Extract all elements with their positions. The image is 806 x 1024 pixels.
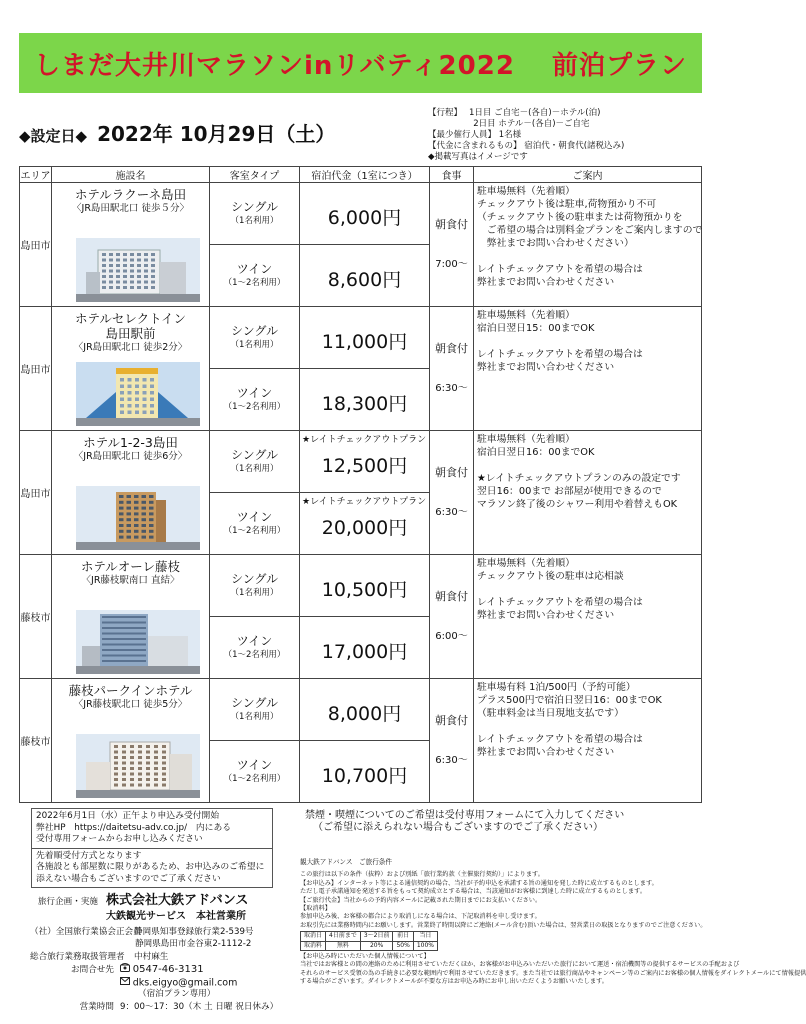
- meal-type: 朝食付: [435, 713, 468, 727]
- guide-line: 翌日16：00まで お部屋が使用できるので: [477, 486, 662, 497]
- cancel-header: 前日: [393, 932, 413, 941]
- privacy-line: する場合がございます。ダイレクトメールが不要な方はお申込み時にお申し出いただくようお願いいたします。: [300, 978, 608, 986]
- privacy-line: それらのサービス受領の為の手続きに必要な範囲内で利用させていただきます。また当社では旅行商品やキャンペーン等のご案内にお客様の個人情報をダイレクトメールにて情報提供: [300, 969, 806, 977]
- table-row: [20, 307, 702, 369]
- room-type-cell: [210, 307, 300, 369]
- price-value: 8,600円: [327, 269, 402, 291]
- cancel-fee-table: [300, 931, 438, 951]
- meal-cell: [430, 183, 474, 307]
- room-type: シングル: [230, 323, 279, 338]
- price-cell: [300, 555, 430, 617]
- room-type-cell: [210, 741, 300, 803]
- table-header: [20, 167, 702, 183]
- meal-type: 朝食付: [435, 341, 468, 355]
- guide-line: 駐車場無料（先着順）: [477, 310, 575, 321]
- hotel-name: ホテルセレクトイン 島田駅前: [74, 311, 186, 341]
- room-type: シングル: [230, 199, 279, 214]
- price-value: 18,300円: [321, 393, 408, 415]
- org-planning: [30, 895, 248, 908]
- table-row: [20, 431, 702, 493]
- cancel-header: 当日: [413, 932, 437, 941]
- info-line: ◆掲載写真はイメージです: [428, 152, 528, 162]
- travel-conditions: [300, 858, 806, 987]
- reception-line: 先着順受付方式となります: [36, 850, 142, 861]
- condition-line: お取引先には業務時間内にお願いします。営業終了時間以降にご連絡(メール含む)頂いた場合は、翌営業日の取扱となりますのでご注意ください。: [300, 921, 707, 929]
- address: 静岡県島田市金谷東2-1112-2: [135, 939, 252, 949]
- price-value: 17,000円: [321, 641, 408, 663]
- price-cell: [300, 183, 430, 245]
- meal-type: 朝食付: [435, 217, 468, 231]
- email-note: （宿泊プラン専用）: [138, 989, 216, 999]
- assoc-label: （社）全国旅行業協会正会員: [30, 927, 142, 937]
- meal-time: 6:30～: [435, 382, 468, 394]
- room-type-cell: [210, 493, 300, 555]
- guide-line: レイトチェックアウトを希望の場合は: [477, 264, 643, 275]
- table-row: [20, 183, 702, 245]
- guide-line: [477, 720, 698, 733]
- guide-line: レイトチェックアウトを希望の場合は: [477, 597, 643, 608]
- contact-label: お問合せ先: [71, 965, 114, 975]
- org-email: [120, 977, 237, 990]
- cancel-value: 取消料: [301, 941, 326, 950]
- guide-line: [477, 459, 698, 472]
- hotel-access: 〈JR島田駅北口 徒歩2分〉: [73, 342, 188, 353]
- guide-line: ご希望の場合は別料金プランをご案内しますので: [477, 225, 703, 236]
- phone-icon: [120, 963, 130, 976]
- hotel-access: 〈JR藤枝駅北口 徒歩5分〉: [73, 699, 188, 710]
- room-capacity: （1～2名利用）: [223, 277, 286, 288]
- price-value: 10,700円: [321, 765, 408, 787]
- org-contact: [30, 963, 204, 976]
- hotel-name: ホテル1-2-3島田: [83, 435, 178, 450]
- privacy-title: 【お申込み時にいただいた個人情報について】: [300, 953, 430, 961]
- guide-line: レイトチェックアウトを希望の場合は: [477, 734, 643, 745]
- reception-line: 受付専用フォームからお申し込みください: [36, 834, 203, 844]
- area-cell: 島田市: [20, 183, 52, 307]
- hotel-photo: [76, 486, 200, 550]
- guide-line: 弊社までお問い合わせください: [477, 277, 615, 288]
- header-meal: 食事: [430, 167, 474, 183]
- privacy-line: 当社ではお客様との間の連絡のために利用させていただくほか、お客様がお申込みいただいた旅行において運送・宿泊機関等の提供するサービスの手配および: [300, 961, 740, 969]
- header-room-type: 客室タイプ: [210, 167, 300, 183]
- hotel-cell: [52, 555, 210, 679]
- room-type-cell: [210, 431, 300, 493]
- header-area: エリア: [20, 167, 52, 183]
- manager-label: 総合旅行業務取扱管理者: [30, 952, 125, 962]
- room-type-cell: [210, 617, 300, 679]
- table-row: [20, 679, 702, 741]
- condition-line: 【取消料】: [300, 905, 331, 913]
- cancel-header: 3～2日前: [360, 932, 393, 941]
- header-price: 宿泊代金（1室につき）: [300, 167, 430, 183]
- meal-cell: [430, 679, 474, 803]
- guide-cell: [474, 307, 702, 431]
- price-value: 6,000円: [327, 207, 402, 229]
- room-type-cell: [210, 183, 300, 245]
- hotel-name: ホテルオーレ藤枝: [80, 559, 181, 574]
- room-capacity: （1名利用）: [230, 215, 279, 226]
- guide-cell: [474, 679, 702, 803]
- org-manager: [30, 952, 168, 963]
- guide-line: 宿泊日翌日15：00までOK: [477, 323, 595, 334]
- room-type-cell: [210, 555, 300, 617]
- guide-line: レイトチェックアウトを希望の場合は: [477, 349, 643, 360]
- room-capacity: （1～2名利用）: [223, 649, 286, 660]
- hotel-cell: [52, 307, 210, 431]
- cancel-header: 4日前まで: [326, 932, 361, 941]
- hotel-photo: [76, 238, 200, 302]
- info-line: 【行程】 1日目 ご自宅－(各自)－ホテル(泊): [428, 108, 601, 118]
- price-value: 8,000円: [327, 703, 402, 725]
- price-cell: [300, 493, 430, 555]
- planning-label: 旅行企画・実施: [37, 897, 98, 907]
- plan-label: ★レイトチェックアウトプラン: [302, 435, 427, 445]
- meal-type: 朝食付: [435, 465, 468, 479]
- price-cell: [300, 431, 430, 493]
- company-name: 株式会社大鉄アドバンス: [106, 893, 249, 908]
- room-type: シングル: [230, 447, 279, 462]
- hotel-cell: [52, 679, 210, 803]
- hotel-access: 〈JR島田駅北口 徒歩6分〉: [73, 451, 188, 462]
- guide-line: プラス500円で宿泊日翌日16：00までOK: [477, 695, 662, 706]
- price-value: 10,500円: [321, 579, 408, 601]
- price-cell: [300, 307, 430, 369]
- guide-line: チェックアウト後の駐車は応相談: [477, 571, 624, 582]
- cancel-value: 100%: [413, 941, 437, 950]
- price-cell: [300, 679, 430, 741]
- price-value: 20,000円: [321, 517, 408, 539]
- price-cell: [300, 369, 430, 431]
- cancel-value: 50%: [393, 941, 413, 950]
- guide-line: 駐車場無料（先着順）: [477, 558, 575, 569]
- hotel-photo: [76, 362, 200, 426]
- hotel-name: 藤枝パークインホテル: [68, 683, 193, 698]
- room-type: ツイン: [236, 509, 273, 524]
- info-line: 2日目 ホテル－(各自)－ご自宅: [428, 119, 590, 129]
- cancel-value: 20%: [360, 941, 393, 950]
- price-value: 12,500円: [321, 455, 408, 477]
- guide-line: （駐車料金は当日現地支払です）: [477, 708, 624, 719]
- price-cell: [300, 617, 430, 679]
- info-line: 【代金に含まれるもの】 宿泊代・朝食代(諸税込み): [428, 141, 625, 151]
- room-type: シングル: [230, 695, 279, 710]
- area-cell: 島田市: [20, 431, 52, 555]
- registration: 静岡県知事登録旅行業2-539号: [134, 927, 254, 937]
- hours-label: 営業時間: [79, 1002, 114, 1012]
- meal-time: 6:30～: [435, 754, 468, 766]
- conditions-title: 観大鉄アドバンス ご旅行条件: [300, 858, 392, 866]
- hotel-name: ホテルラクーネ島田: [74, 187, 187, 202]
- room-capacity: （1～2名利用）: [223, 525, 286, 536]
- room-capacity: （1～2名利用）: [223, 773, 286, 784]
- meal-time: 6:30～: [435, 506, 468, 518]
- meal-time: 6:00～: [435, 630, 468, 642]
- hotel-access: 〈JR島田駅北口 徒歩５分〉: [72, 203, 189, 214]
- meal-cell: [430, 555, 474, 679]
- room-type: ツイン: [236, 757, 273, 772]
- hotel-photo: [76, 734, 200, 798]
- guide-line: ★レイトチェックアウトプランのみの設定です: [477, 473, 681, 484]
- email-address[interactable]: dks.eigyo@gmail.com: [132, 977, 238, 989]
- guide-line: 弊社までお問い合わせください: [477, 610, 615, 621]
- guide-line: [477, 250, 698, 263]
- guide-line: [477, 583, 698, 596]
- meal-cell: [430, 307, 474, 431]
- room-capacity: （1名利用）: [230, 463, 279, 474]
- hotel-table: [19, 166, 702, 803]
- room-capacity: （1名利用）: [230, 339, 279, 350]
- room-type-cell: [210, 679, 300, 741]
- condition-line: 参加申込み後、お客様の都合により取消しになる場合は、下記取消料を申し受けます。: [300, 913, 541, 921]
- mail-icon: [120, 977, 130, 989]
- branch-name: 大鉄観光サービス 本社営業所: [106, 911, 246, 922]
- meal-cell: [430, 431, 474, 555]
- guide-line: [477, 335, 698, 348]
- price-cell: [300, 245, 430, 307]
- condition-line: 【ご旅行代金】当社からの予約内容メールに記載された期日までにお支払いください。: [300, 896, 542, 904]
- room-type: ツイン: [236, 633, 273, 648]
- manager-name: 中村麻生: [134, 952, 169, 962]
- hotel-cell: [52, 431, 210, 555]
- guide-cell: [474, 431, 702, 555]
- room-type: シングル: [230, 571, 279, 586]
- header-guide: ご案内: [474, 167, 702, 183]
- meal-type: 朝食付: [435, 589, 468, 603]
- meal-time: 7:00～: [435, 258, 468, 270]
- notice-line: 禁煙・喫煙についてのご希望は受付専用フォームにて入力してください: [305, 810, 625, 821]
- price-value: 11,000円: [321, 331, 408, 353]
- guide-line: 弊社までお問い合わせください）: [477, 238, 634, 249]
- guide-cell: [474, 183, 702, 307]
- org-hours: [30, 1002, 278, 1013]
- cancel-header: 取消日: [301, 932, 326, 941]
- guide-line: 駐車場有料 1泊/500円（予約可能）: [477, 682, 636, 693]
- guide-line: （チェックアウト後の駐車または荷物預かりを: [477, 212, 683, 223]
- price-cell: [300, 741, 430, 803]
- room-capacity: （1名利用）: [230, 711, 279, 722]
- guide-line: 駐車場無料（先着順）: [477, 434, 575, 445]
- area-cell: 島田市: [20, 307, 52, 431]
- room-type: ツイン: [236, 385, 273, 400]
- setting-date-value: 2022年 10月29日（土）: [97, 122, 336, 146]
- room-capacity: （1～2名利用）: [223, 401, 286, 412]
- room-capacity: （1名利用）: [230, 587, 279, 598]
- setting-date: [19, 118, 335, 147]
- room-type-cell: [210, 245, 300, 307]
- smoking-notice: [305, 810, 624, 834]
- hotel-access: 〈JR藤枝駅南口 直結〉: [81, 575, 180, 586]
- guide-line: 弊社までお問い合わせください: [477, 747, 615, 758]
- setting-date-label: ◆設定日◆: [19, 127, 88, 145]
- notice-line: （ご希望に添えられない場合もございますのでご了承ください）: [313, 822, 603, 833]
- cancel-value: 無料: [326, 941, 361, 950]
- business-hours: 9：00～17：30（木 土 日曜 祝日休み）: [120, 1002, 279, 1012]
- reception-line: 各施設とも部屋数に限りがあるため、お申込みのご希望に: [36, 862, 265, 872]
- info-line: 【最少催行人員】 1名様: [428, 130, 522, 140]
- condition-line: ただし電子承諾通知を発送する旨をもって契約成立とする場合は、当該通知がお客様に到達した時に成立するものとします。: [300, 888, 647, 896]
- guide-line: 宿泊日翌日16：00までOK: [477, 447, 595, 458]
- area-cell: 藤枝市: [20, 555, 52, 679]
- room-type: ツイン: [236, 261, 273, 276]
- org-assoc: [30, 927, 254, 938]
- reception-line: 2022年6月1日（水）正午より申込み受付開始: [36, 811, 220, 821]
- phone-number[interactable]: 0547-46-3131: [132, 964, 204, 975]
- guide-line: 弊社までお問い合わせください: [477, 362, 615, 373]
- hotel-cell: [52, 183, 210, 307]
- header-facility: 施設名: [52, 167, 210, 183]
- condition-line: この旅行は以下の条件（抜粋）および別紙「旅行業約款（主催旅行契約）」によります。: [300, 871, 544, 879]
- guide-line: 駐車場無料（先着順）: [477, 186, 575, 197]
- table-row: [20, 555, 702, 617]
- guide-cell: [474, 555, 702, 679]
- plan-label: ★レイトチェックアウトプラン: [302, 497, 427, 507]
- reception-line: 添えない場合もございますのでご了承ください: [36, 873, 221, 884]
- room-type-cell: [210, 369, 300, 431]
- condition-line: 【お申込み】インターネット等による通信契約の場合、当社が予約申込を承諾する旨の通知を発した時に成立するものとします。: [300, 879, 658, 887]
- area-cell: 藤枝市: [20, 679, 52, 803]
- page-title: しまだ大井川マラソンinリバティ2022 前泊プラン: [34, 50, 687, 81]
- guide-line: チェックアウト後は駐車,荷物預かり不可: [477, 199, 657, 210]
- reception-box: [31, 808, 273, 888]
- guide-line: マラソン終了後のシャワー利用や着替えもOK: [477, 499, 678, 510]
- hotel-photo: [76, 610, 200, 674]
- reception-line[interactable]: 弊社HP https://daitetsu-adv.co.jp/ 内にある: [36, 822, 232, 833]
- itinerary-info: [428, 108, 624, 163]
- title-banner: [19, 33, 702, 93]
